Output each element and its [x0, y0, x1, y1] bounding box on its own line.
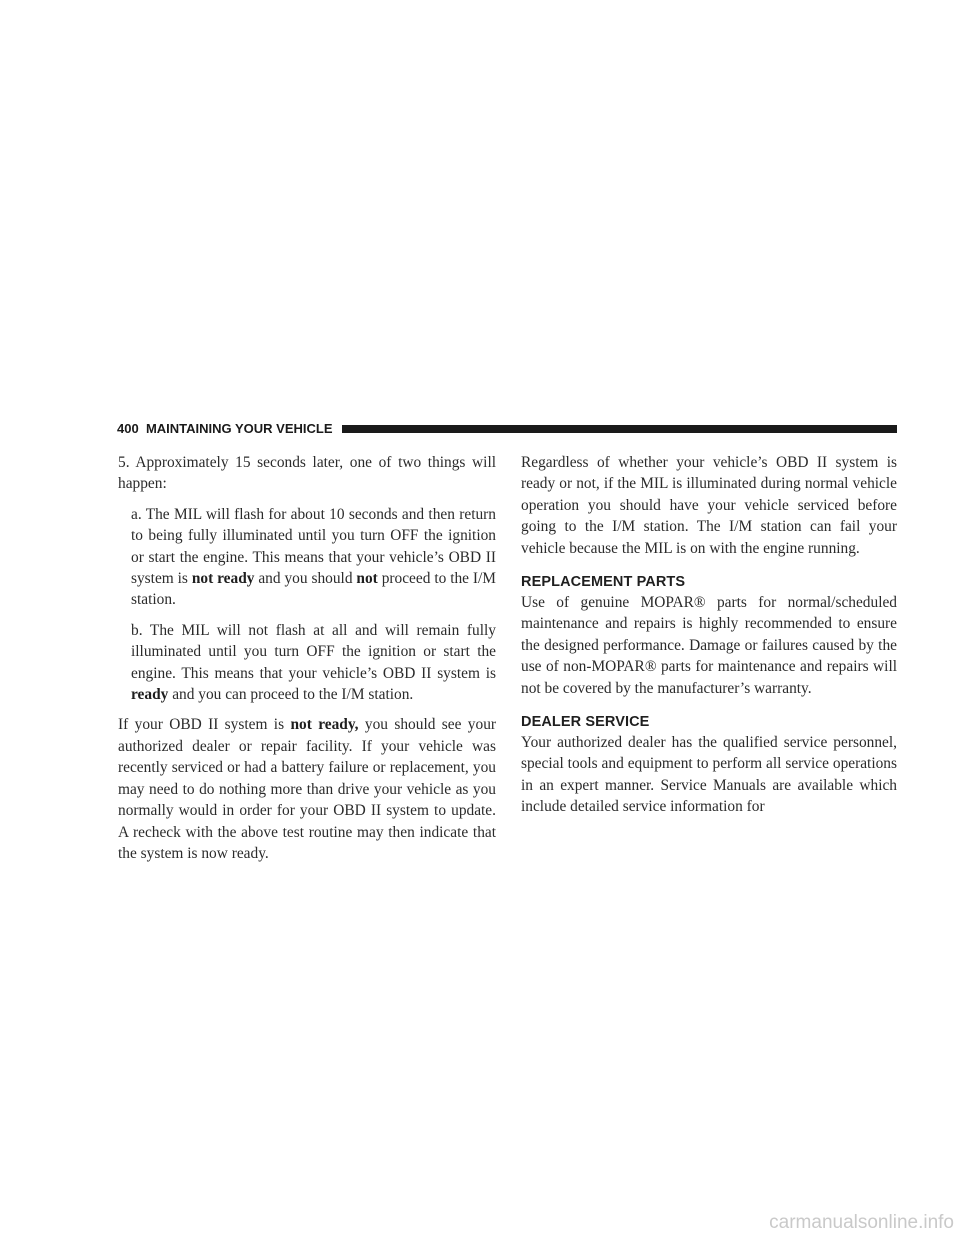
header-text — [117, 421, 333, 437]
replacement-parts-heading: REPLACEMENT PARTS — [521, 574, 686, 591]
replacement-parts-paragraph: Use of genuine MOPAR® parts for normal/scheduled maintenance and repairs is highly recommended to ensure the designed performance. Damage or failures caused by the use of non-MOPAR® parts for maintenance and repairs will not be covered by the manufacturer’s warranty. — [521, 594, 897, 697]
item-a-text-3: proceed to the I/M station. — [131, 570, 496, 609]
section-title: MAINTAINING YOUR VEHICLE — [145, 421, 333, 436]
item-b-bold-ready: ready — [131, 686, 169, 704]
closing-text-1: If your OBD II system is — [118, 716, 291, 734]
left-column — [118, 452, 496, 873]
closing-paragraph — [118, 714, 496, 864]
item-b-text-2: and you can proceed to the I/M station. — [168, 686, 414, 704]
header-rule — [342, 425, 897, 433]
closing-text-2: you should see your authorized dealer or repair facility. If your vehicle was recently serviced or had a battery failure or replacement, you may need to do nothing more than drive your vehicle as you normally would in order for your OBD II system to update. A recheck with the above test routine may then indicate that the system is now ready. — [118, 716, 497, 862]
item-b-text-1: b. The MIL will not flash at all and will remain fully illuminated until you turn OFF the ignition or start the engine. This means that your vehicle’s OBD II system is — [131, 621, 496, 682]
item-a-paragraph — [131, 504, 496, 611]
page-number: 400 — [117, 421, 139, 436]
watermark: carmanualsonline.info — [769, 1212, 954, 1233]
item-a-text-2: and you should — [254, 570, 357, 588]
dealer-service-paragraph: Your authorized dealer has the qualified service personnel, special tools and equipment to perform all service operations in an expert manner. Service Manuals are available which include detailed service information for — [521, 734, 897, 816]
closing-bold-not-ready: not ready, — [290, 716, 359, 734]
item-a-text-1: a. The MIL will flash for about 10 seconds and then return to being fully illuminated until you turn OFF the ignition or start the engine. This means that your vehicle’s OBD II system is — [131, 505, 496, 588]
page-header — [117, 421, 897, 437]
dealer-service-heading: DEALER SERVICE — [521, 714, 650, 731]
item-a-bold-not: not — [356, 570, 378, 588]
item-a-bold-not-ready: not ready — [191, 570, 255, 588]
step-5-paragraph: 5. Approximately 15 seconds later, one of two things will happen: — [118, 454, 496, 493]
regardless-paragraph: Regardless of whether your vehicle’s OBD II system is ready or not, if the MIL is illuminated during normal vehicle operation you should have your vehicle serviced before going to the I/M station. The I/M station can fail your vehicle because the MIL is on with the engine running. — [521, 454, 897, 557]
right-column — [521, 452, 897, 827]
item-b-paragraph — [131, 620, 496, 706]
